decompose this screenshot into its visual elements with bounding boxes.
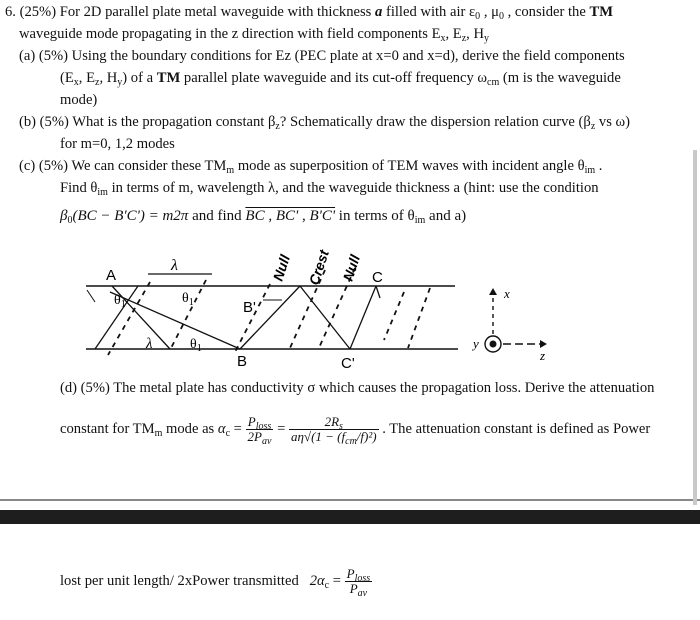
part-b-text: (b) (5%) What is the propagation constant β — [19, 114, 276, 130]
subscript: im — [584, 165, 596, 176]
point-a-label: A — [106, 267, 117, 284]
fraction-denominator: 2P — [247, 429, 262, 445]
part-c-text: (c) (5%) We can consider these TM — [19, 158, 227, 174]
part-d-text: constant for TM — [60, 421, 155, 437]
tm-label: TM — [156, 70, 181, 86]
part-a-text: , E — [78, 70, 95, 86]
problem-text: 6. (25%) For 2D parallel plate metal waveguide with thickness — [5, 4, 376, 20]
problem-text: , μ — [480, 4, 499, 20]
part-a-line-3: mode) — [60, 92, 98, 108]
subscript: im — [97, 187, 108, 198]
wavefront-dashed — [408, 288, 430, 348]
part-d-line-1: (d) (5%) The metal plate has conductivity σ which causes the propagation loss. Derive the attenuation — [60, 380, 655, 396]
problem-text: , H — [466, 26, 484, 42]
axis-z-label: z — [540, 348, 546, 363]
point-b-label: B — [237, 353, 248, 370]
part-b-line-2: for m=0, 1,2 modes — [60, 136, 175, 152]
subscript: y — [117, 77, 123, 88]
y-axis-dot — [490, 341, 497, 348]
part-a-text: (m is the waveguide — [499, 70, 621, 86]
part-a-line-1: (a) (5%) Using the boundary conditions for Ez (PEC plate at x=0 and x=d), derive the field components — [19, 48, 625, 64]
loss-fraction — [246, 414, 274, 448]
subscript: s — [339, 421, 343, 433]
lambda-top-label: λ — [171, 257, 178, 274]
part-a-text: , H — [99, 70, 118, 86]
subscript: x — [73, 77, 79, 88]
subscript: loss — [255, 421, 272, 433]
theta-label-3: $\theta_1$ — [190, 337, 202, 354]
subscript: 0 — [475, 11, 481, 22]
part-c-text: and find — [188, 208, 246, 224]
axis-y-label: y — [473, 336, 479, 351]
part-d-text: . The attenuation constant is defined as Power — [382, 421, 651, 437]
null-label-2: Null — [339, 252, 364, 283]
subscript: im — [414, 215, 426, 226]
segment-list: BC , BC' , B'C' — [245, 208, 336, 224]
point-b-prime-label: B' — [243, 299, 256, 316]
phase-condition: (BC − B'C') = m2π — [72, 208, 189, 224]
part-b-text: vs ω) — [595, 114, 631, 130]
part-a-text: (E — [60, 70, 74, 86]
fraction-numerator: 2R — [324, 414, 340, 430]
ray — [240, 286, 300, 349]
scrollbar-track[interactable] — [693, 150, 697, 505]
x-axis-arrowhead — [489, 288, 497, 295]
subscript: m — [226, 165, 235, 176]
axis-x-label: x — [504, 286, 510, 301]
fraction-denominator: P — [349, 581, 358, 597]
lambda-bottom-label: λ — [146, 336, 153, 352]
subscript: av — [357, 588, 368, 600]
attenuation-fraction — [289, 414, 379, 448]
problem-text: , E — [445, 26, 462, 42]
crest-label: Crest — [305, 247, 332, 287]
part-c-text: mode as superposition of TEM waves with incident angle θ — [234, 158, 585, 174]
beta-symbol: β — [60, 208, 68, 224]
part-d-line-3: lost per unit length/ 2xPower transmitted $2\alpha_c$ = $\frac{P_{loss}}{P_{av}}$ — [60, 566, 371, 600]
subscript: 0 — [498, 11, 504, 22]
part-b-text: ? Schematically draw the dispersion relation curve (β — [279, 114, 591, 130]
subscript: x — [440, 33, 446, 44]
hatch — [87, 290, 95, 302]
problem-text: filled with air ε — [382, 4, 476, 20]
wavefront-dashed — [235, 284, 270, 352]
separator-bar — [0, 510, 700, 524]
subscript: y — [484, 33, 489, 44]
fraction-numerator: P — [247, 414, 256, 430]
subscript: c — [225, 428, 231, 439]
thickness-variable: a — [375, 4, 383, 20]
alpha-symbol: α — [217, 421, 226, 437]
fraction-numerator: P — [346, 566, 355, 582]
point-c-label: C — [372, 269, 383, 286]
subscript: m — [154, 428, 163, 439]
waveguide-ray-diagram — [0, 240, 700, 370]
part-c-text: . — [595, 158, 603, 174]
part-b-line-1 — [19, 112, 630, 132]
subscript: cm — [345, 436, 357, 448]
ray — [376, 286, 380, 298]
problem-text: waveguide mode propagating in the z direction with field components E — [19, 26, 441, 42]
part-c-text: in terms of m, wavelength λ, and the waveguide thickness a (hint: use the condition — [107, 180, 599, 196]
subscript: z — [95, 77, 100, 88]
two-alpha-symbol: 2α — [309, 573, 325, 589]
subscript: c — [324, 580, 330, 591]
tm-label: TM — [589, 4, 613, 20]
part-d-line-2: constant for $TM_m$ mode as $\alpha_c$ = $\frac{P_{loss}}{2P_{av}}$ = $\frac{2R_s}{a\eta√(1 - (f_{cm}/f)^2)}$ . The attenuation constant is defined as Power — [60, 414, 651, 448]
ray — [350, 286, 376, 349]
problem-line-2 — [19, 24, 489, 44]
fraction-denominator: aη√(1 − (f — [290, 429, 346, 445]
separator-thin — [0, 499, 700, 501]
part-a-text: ) of a — [122, 70, 157, 86]
part-a-text: parallel plate waveguide and its cut-off frequency ω — [180, 70, 488, 86]
null-label-1: Null — [269, 252, 294, 283]
fraction-denominator-tail: /f)²) — [356, 429, 377, 445]
part-d-text: lost per unit length/ 2xPower transmitted — [60, 573, 299, 589]
part-c-equation — [60, 206, 466, 226]
ray — [110, 292, 240, 349]
part-c-text: and a) — [425, 208, 467, 224]
part-a-line-2 — [60, 68, 621, 88]
problem-text: , consider the — [503, 4, 590, 20]
problem-line-1 — [5, 2, 613, 22]
part-d-text: mode as — [162, 421, 218, 437]
part-c-line-1 — [19, 156, 602, 176]
wavefront-dashed — [384, 292, 404, 340]
subscript: 0 — [67, 215, 73, 226]
subscript: z — [461, 33, 467, 44]
subscript: av — [262, 436, 272, 448]
part-c-text: Find θ — [60, 180, 98, 196]
part-c-text: in terms of θ — [335, 208, 415, 224]
theta-label-1: $\theta_1$ — [114, 293, 126, 310]
subscript: z — [275, 121, 280, 132]
part-c-line-2 — [60, 178, 599, 198]
subscript: loss — [354, 573, 371, 585]
definition-fraction — [345, 566, 373, 600]
point-c-prime-label: C' — [341, 355, 355, 370]
subscript: z — [590, 121, 596, 132]
subscript: cm — [487, 77, 500, 88]
z-axis-arrowhead — [540, 340, 547, 348]
theta-label-2: $\theta_1$ — [182, 291, 194, 308]
